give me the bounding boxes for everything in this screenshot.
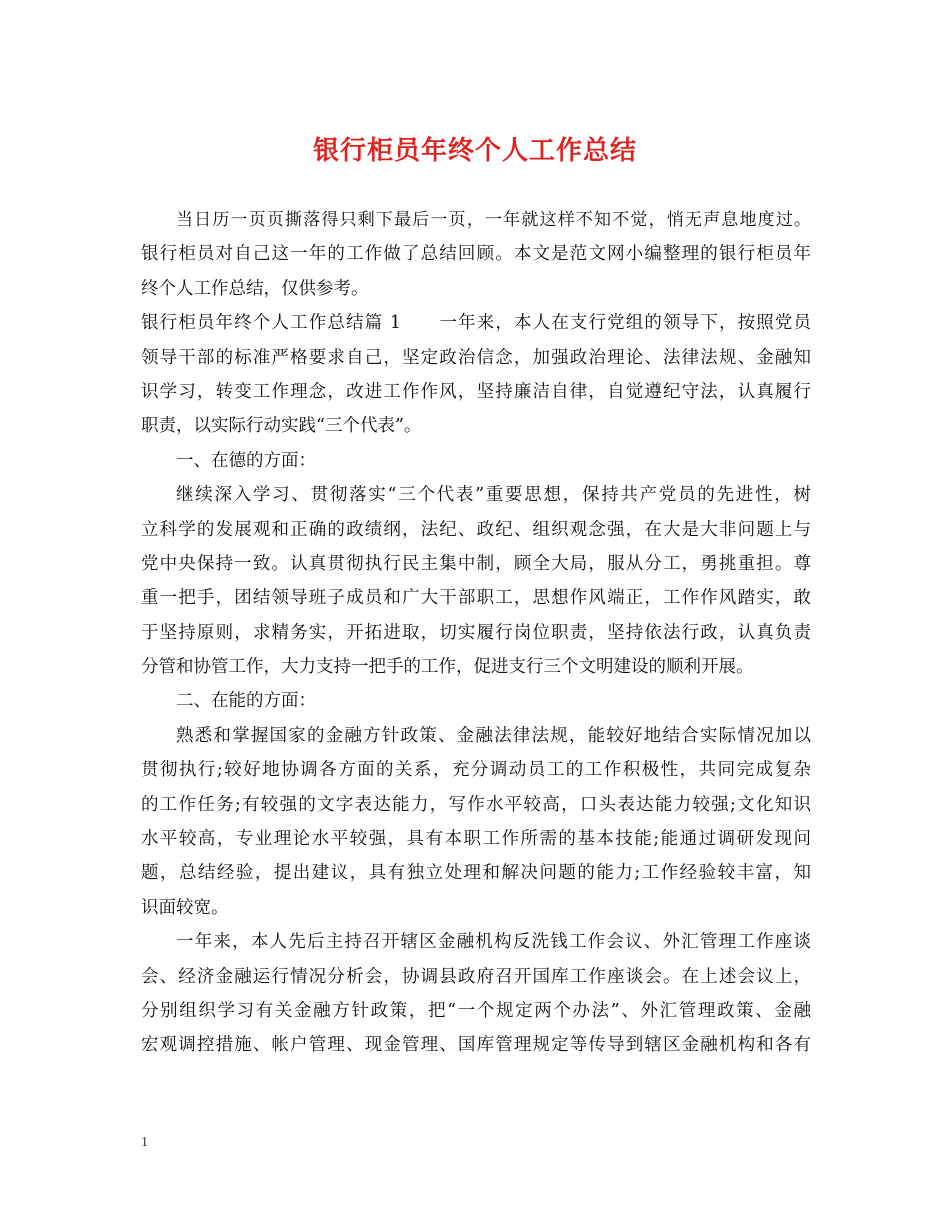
text-line: 职责，以实际行动实践“三个代表”。 — [141, 416, 422, 437]
text-line: 贯彻执行;较好地协调各方面的关系，充分调动员工的工作积极性，共同完成复杂 — [141, 760, 811, 781]
text-line: 会、经济金融运行情况分析会，协调县政府召开国库工作座谈会。在上述会议上， — [141, 966, 811, 987]
text-line: 银行柜员年终个人工作总结篇 1 一年来，本人在支行党组的领导下，按照党员 — [141, 313, 811, 334]
page-number: 1 — [141, 1135, 148, 1150]
text-line: 题，总结经验，提出建议，具有独立处理和解决问题的能力;工作经验较丰富，知 — [141, 863, 811, 884]
document-body — [141, 203, 811, 1063]
text-line: 终个人工作总结，仅供参考。 — [141, 278, 369, 299]
text-line: 识面较宽。 — [141, 897, 229, 918]
text-line: 一、在德的方面： — [176, 450, 316, 471]
text-line: 分别组织学习有关金融方针政策，把“一个规定两个办法”、外汇管理政策、金融 — [141, 1000, 811, 1021]
text-line: 继续深入学习、贯彻落实“三个代表”重要思想，保持共产党员的先进性，树 — [176, 485, 811, 506]
text-line: 党中央保持一致。认真贯彻执行民主集中制，顾全大局，服从分工，勇挑重担。尊 — [141, 553, 811, 574]
text-line: 熟悉和掌握国家的金融方针政策、金融法律法规，能较好地结合实际情况加以 — [176, 725, 811, 746]
text-line: 的工作任务;有较强的文字表达能力，写作水平较高，口头表达能力较强;文化知识 — [141, 794, 811, 815]
text-line: 银行柜员对自己这一年的工作做了总结回顾。本文是范文网小编整理的银行柜员年 — [141, 244, 811, 265]
text-line: 一年来，本人先后主持召开辖区金融机构反洗钱工作会议、外汇管理工作座谈 — [176, 932, 811, 953]
text-line: 立科学的发展观和正确的政绩纲，法纪、政纪、组织观念强，在大是大非问题上与 — [141, 519, 811, 540]
text-line: 水平较高，专业理论水平较强，具有本职工作所需的基本技能;能通过调研发现问 — [141, 829, 811, 850]
text-line: 当日历一页页撕落得只剩下最后一页，一年就这样不知不觉，悄无声息地度过。 — [176, 210, 811, 230]
text-line: 宏观调控措施、帐户管理、现金管理、国库管理规定等传导到辖区金融机构和各有 — [141, 1035, 811, 1056]
text-line: 重一把手，团结领导班子成员和广大干部职工，思想作风端正，工作作风踏实，敢 — [141, 588, 811, 609]
text-line: 二、在能的方面： — [176, 691, 316, 712]
text-line: 于坚持原则，求精务实，开拓进取，切实履行岗位职责，坚持依法行政，认真负责 — [141, 622, 811, 643]
text-line: 识学习，转变工作理念，改进工作作风，坚持廉洁自律，自觉遵纪守法，认真履行 — [141, 381, 811, 402]
text-line: 领导干部的标准严格要求自己，坚定政治信念，加强政治理论、法律法规、金融知 — [141, 347, 811, 368]
text-line: 分管和协管工作，大力支持一把手的工作，促进支行三个文明建设的顺利开展。 — [141, 657, 754, 678]
document-title: 银行柜员年终个人工作总结 — [312, 136, 637, 166]
